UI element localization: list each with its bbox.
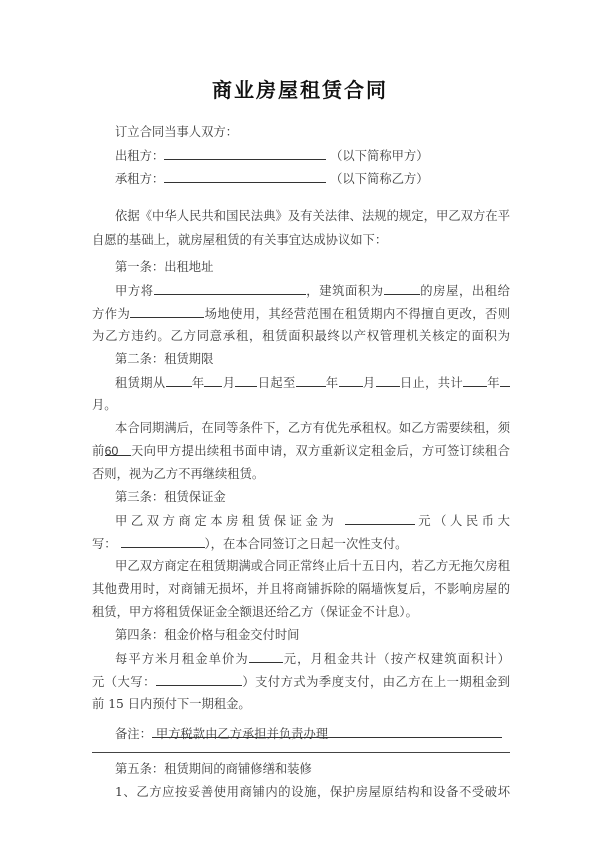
article-2-line-3: 本合同期满后，在同等条件下，乙方有优先承租权。如乙方需要续租，须 bbox=[115, 421, 510, 435]
deposit-amount-field[interactable] bbox=[345, 512, 415, 525]
text: 甲乙双方商定本房租赁保证金为 bbox=[115, 514, 338, 528]
text: 甲方将 bbox=[115, 284, 154, 298]
article-1-line-2 bbox=[92, 305, 510, 321]
text: 场地使用，其经营范围在租赁期内不得擅自更改，否则 bbox=[204, 307, 510, 321]
text: 方作为 bbox=[92, 307, 131, 321]
article-5-heading: 第五条：租赁期间的商铺修缮和装修 bbox=[115, 762, 312, 776]
lessor-note: （以下简称甲方） bbox=[330, 149, 429, 163]
lessee-field[interactable] bbox=[164, 170, 326, 183]
remarks-field[interactable]: 甲方税款由乙方承担并负责办理 bbox=[152, 726, 502, 738]
article-3-line-4: 其他费用时，对商铺无损坏，并且将商铺拆除的隔墙恢复后，不影响房屋的 bbox=[92, 582, 510, 596]
text: 日止，共计 bbox=[399, 376, 463, 390]
text: 月 bbox=[222, 376, 236, 390]
text: 年 bbox=[325, 376, 339, 390]
remarks-label: 备注： bbox=[115, 727, 152, 741]
article-4-line-3: 前 15 日内预付下一期租金。 bbox=[92, 697, 251, 711]
lease-period-end: 月。 bbox=[92, 398, 117, 412]
text: 年 bbox=[486, 376, 500, 390]
rent-words-field[interactable] bbox=[156, 673, 242, 686]
text: 元，月租金共计（按产权建筑面积计） bbox=[282, 652, 510, 666]
start-month-field[interactable] bbox=[204, 374, 222, 387]
text: 年 bbox=[191, 376, 205, 390]
article-4-heading: 第四条：租金价格与租金交付时间 bbox=[115, 628, 300, 642]
text: ）支付方式为季度支付，由乙方在上一期租金到 bbox=[241, 675, 510, 689]
text: 的房屋，出租给 bbox=[419, 284, 510, 298]
article-2-heading: 第二条：租赁期限 bbox=[115, 352, 214, 366]
article-3-heading: 第三条：租赁保证金 bbox=[115, 490, 226, 504]
article-1-line-3: 为乙方违约。乙方同意承租，租赁面积最终以产权管理机关核定的面积为 bbox=[92, 329, 510, 343]
text: 元（人民币大 bbox=[414, 514, 510, 528]
article-2-line-4 bbox=[92, 443, 510, 459]
lessee-label: 承租方： bbox=[115, 172, 165, 186]
lessor-label: 出租方： bbox=[115, 149, 165, 163]
end-day-field[interactable] bbox=[376, 374, 400, 387]
text: 写： bbox=[92, 537, 117, 551]
parties-intro: 订立合同当事人双方： bbox=[115, 125, 238, 139]
total-months-field[interactable] bbox=[500, 374, 510, 387]
usage-field[interactable] bbox=[130, 305, 204, 318]
text: 月 bbox=[362, 376, 376, 390]
article-3-line-2 bbox=[92, 535, 510, 552]
total-years-field[interactable] bbox=[463, 374, 487, 387]
article-4-line-1 bbox=[92, 650, 510, 666]
article-2-line-5: 否则，视为乙方不再继续租赁。 bbox=[92, 467, 265, 481]
start-year-field[interactable] bbox=[166, 374, 192, 387]
text: 元（大写： bbox=[92, 675, 156, 689]
text: 每平方米月租金单价为 bbox=[115, 652, 249, 666]
divider-line bbox=[92, 752, 510, 753]
lease-period-line bbox=[92, 374, 510, 390]
text: 日起至 bbox=[257, 376, 296, 390]
lessor-line bbox=[92, 147, 510, 164]
article-3-line-5: 租赁，甲方将租赁保证金全额退还给乙方（保证金不计息）。 bbox=[92, 605, 418, 619]
article-3-line-3: 甲乙双方商定在租赁期满或合同正常终止后十五日内，若乙方无拖欠房租 bbox=[115, 559, 510, 573]
lessor-field[interactable] bbox=[164, 147, 326, 160]
text: 天向甲方提出续租书面申请，双方重新议定租金后，方可签订续租合 bbox=[130, 444, 510, 458]
deposit-words-field[interactable] bbox=[121, 535, 205, 548]
preamble-line-2: 自愿的基础上，就房屋租赁的有关事宜达成协议如下： bbox=[92, 233, 388, 247]
address-field[interactable] bbox=[154, 282, 306, 295]
document-title: 商业房屋租赁合同 bbox=[212, 78, 388, 102]
end-month-field[interactable] bbox=[339, 374, 363, 387]
text: 租赁期从 bbox=[115, 376, 166, 390]
lessee-note: （以下简称乙方） bbox=[330, 172, 429, 186]
remarks bbox=[115, 726, 510, 742]
text: ），在本合同签订之日起一次性支付。 bbox=[204, 537, 408, 551]
text: 前 bbox=[92, 444, 105, 458]
article-5-line-1: 1、乙方应按妥善使用商铺内的设施，保护房屋原结构和设备不受破坏 bbox=[115, 785, 510, 799]
start-day-field[interactable] bbox=[235, 374, 257, 387]
article-4-line-2 bbox=[92, 673, 510, 689]
article-1-line-1 bbox=[92, 282, 510, 298]
article-1-heading: 第一条：出租地址 bbox=[115, 260, 214, 274]
preamble-line-1: 依据《中华人民共和国民法典》及有关法律、法规的规定，甲乙双方在平 bbox=[115, 209, 510, 223]
end-year-field[interactable] bbox=[296, 374, 326, 387]
lessee-line bbox=[92, 170, 510, 187]
unit-price-field[interactable] bbox=[249, 650, 283, 663]
renewal-days-field[interactable]: 60 bbox=[105, 443, 131, 456]
area-field[interactable] bbox=[384, 282, 420, 295]
text: ，建筑面积为 bbox=[305, 284, 384, 298]
article-3-line-1 bbox=[92, 512, 510, 528]
